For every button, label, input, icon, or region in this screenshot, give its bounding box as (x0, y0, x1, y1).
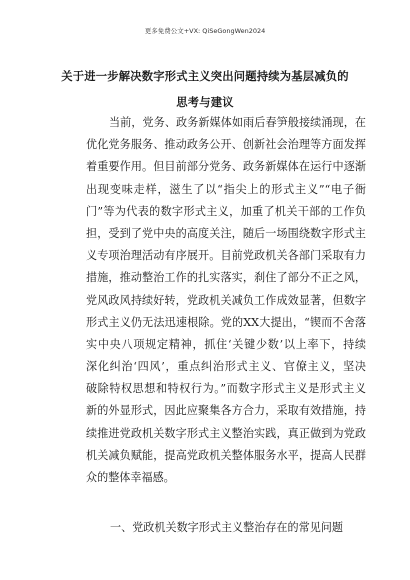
paragraph-line: 着重要作用。但目前部分党务、政务新媒体在运行中逐渐 (86, 160, 366, 174)
paragraph-line: 当前，党务、政务新媒体如雨后春笋般接续涌现，在 (109, 116, 366, 129)
paragraph-line: 担，受到了党中央的高度关注，随后一场围绕数字形式主 (86, 226, 366, 240)
paragraph-line: 出现变味走样，滋生了以“指尖上的形式主义”“电子衙 (86, 182, 366, 196)
paragraph-line: 优化党务服务、推动政务公开、创新社会治理等方面发挥 (86, 138, 366, 152)
paragraph-line: 实中央八项规定精神，抓住‘关键少数’以上率下，持续 (86, 337, 366, 351)
document-title-line-2: 思考与建议 (176, 95, 234, 109)
section-heading: 一、党政机关数字形式主义整治存在的常见问题 (110, 521, 343, 534)
document-title-line-1: 关于进一步解决数字形式主义突出问题持续为基层减负的 (61, 69, 349, 83)
paragraph-line: 门”等为代表的数字形式主义，加重了机关干部的工作负 (86, 204, 366, 218)
page-header: 更多免费公文+VX: QiSeGongWen2024 (144, 27, 266, 35)
paragraph-line: 破除特权思想和特权行为。”而数字形式主义是形式主义 (86, 382, 366, 396)
paragraph-line: 形式主义仍无法迅速根除。党的XX大提出，“锲而不舍落 (86, 315, 366, 329)
body-paragraph (86, 112, 366, 489)
paragraph-line: 义专项治理活动有序展开。目前党政机关各部门采取有力 (86, 249, 366, 263)
paragraph-line: 措施，推动整治工作的扎实落实，刹住了部分不正之风， (86, 271, 366, 285)
paragraph-line: 党风政风持续好转，党政机关减负工作成效显著，但数字 (86, 293, 366, 307)
paragraph-line: 续推进党政机关数字形式主义整治实践，真正做到为党政 (86, 426, 366, 440)
paragraph-line: 众的整体幸福感。 (86, 471, 175, 484)
paragraph-line: 机关减负赋能，提高党政机关整体服务水平，提高人民群 (86, 448, 366, 462)
paragraph-line: 深化纠治‘四风’，重点纠治形式主义、官僚主义，坚决 (86, 360, 366, 374)
paragraph-line: 新的外显形式，因此应聚集各方合力，采取有效措施，持 (86, 404, 366, 418)
